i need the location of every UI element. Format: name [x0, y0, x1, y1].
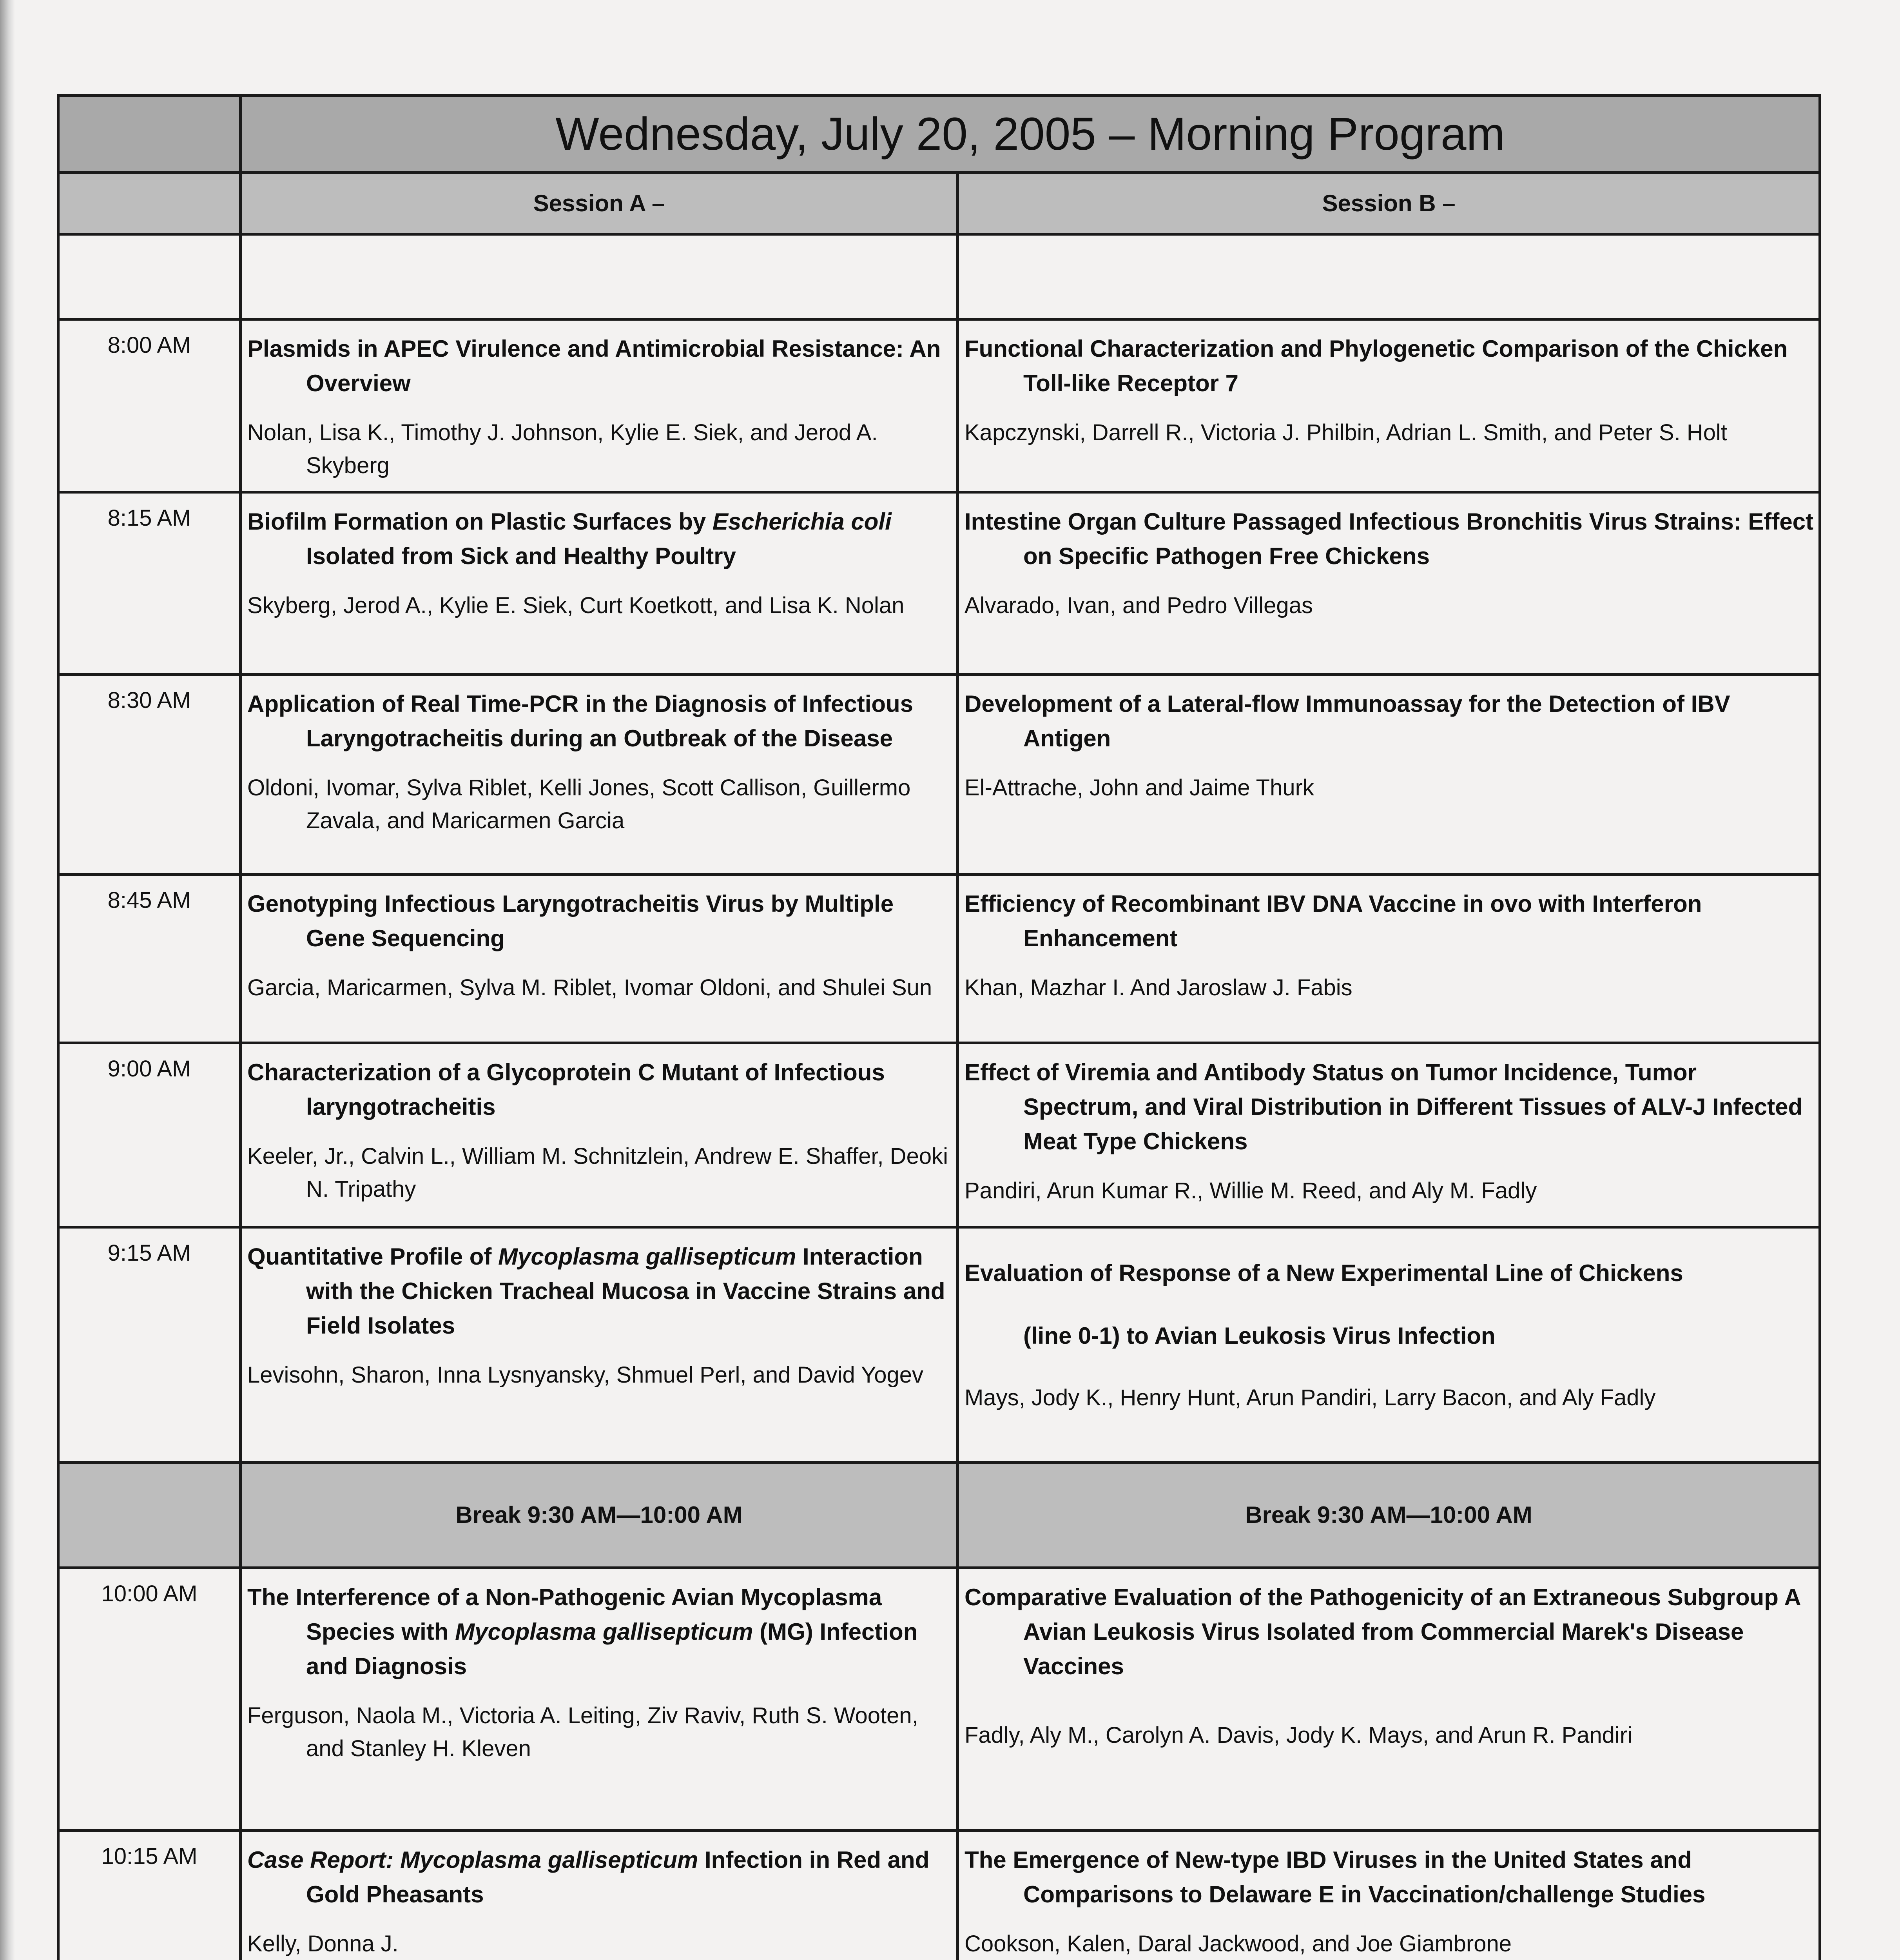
time-slot: 8:30 AM — [107, 688, 191, 713]
talk-authors: Pandiri, Arun Kumar R., Willie M. Reed, and Aly M. Fadly — [965, 1178, 1537, 1203]
schedule-row — [58, 1831, 1820, 1960]
session-b-talk — [958, 875, 1820, 1043]
title-row — [58, 96, 1820, 173]
talk-title: Biofilm Formation on Plastic Surfaces by Escherichia coli Isolated from Sick and Healthy Poultry — [247, 508, 892, 569]
talk-authors: Levisohn, Sharon, Inna Lysnyansky, Shmuel Perl, and David Yogev — [247, 1362, 923, 1388]
session-b-talk — [958, 1831, 1820, 1960]
schedule-row — [58, 1227, 1820, 1463]
talk-title-line-2: (line 0-1) to Avian Leukosis Virus Infection — [1023, 1323, 1496, 1349]
session-b-header: Session B – — [1322, 190, 1456, 216]
talk-authors: Nolan, Lisa K., Timothy J. Johnson, Kylie E. Siek, and Jerod A. Skyberg — [247, 420, 878, 478]
talk-title: Intestine Organ Culture Passaged Infectious Bronchitis Virus Strains: Effect on Specific Pathogen Free Chickens — [965, 508, 1814, 569]
session-b-talk — [958, 675, 1820, 875]
time-slot: 10:00 AM — [101, 1581, 198, 1606]
session-b-talk — [958, 1568, 1820, 1831]
session-b-talk — [958, 319, 1820, 492]
session-a-talk — [241, 1227, 958, 1463]
talk-authors: Cookson, Kalen, Daral Jackwood, and Joe Giambrone — [965, 1931, 1512, 1956]
time-slot: 9:15 AM — [107, 1240, 191, 1266]
talk-authors: Alvarado, Ivan, and Pedro Villegas — [965, 593, 1313, 618]
time-slot: 10:15 AM — [101, 1844, 198, 1869]
talk-title-line-1: Evaluation of Response of a New Experimental Line of Chickens — [965, 1260, 1683, 1286]
talk-authors: Khan, Mazhar I. And Jaroslaw J. Fabis — [965, 975, 1352, 1000]
session-a-talk — [241, 1043, 958, 1227]
session-b-talk — [958, 1043, 1820, 1227]
session-a-talk — [241, 1831, 958, 1960]
schedule-row — [58, 675, 1820, 875]
talk-title: Case Report: Mycoplasma gallisepticum Infection in Red and Gold Pheasants — [247, 1847, 930, 1907]
talk-authors: Kapczynski, Darrell R., Victoria J. Philbin, Adrian L. Smith, and Peter S. Holt — [965, 420, 1727, 445]
talk-title: Functional Characterization and Phylogenetic Comparison of the Chicken Toll-like Receptor 7 — [965, 336, 1788, 396]
schedule-row — [58, 875, 1820, 1043]
talk-title: Efficiency of Recombinant IBV DNA Vaccine in ovo with Interferon Enhancement — [965, 891, 1702, 951]
session-a-talk — [241, 492, 958, 675]
talk-authors: Oldoni, Ivomar, Sylva Riblet, Kelli Jones, Scott Callison, Guillermo Zavala, and Maricarmen Garcia — [247, 775, 911, 833]
talk-title: Quantitative Profile of Mycoplasma gallisepticum Interaction with the Chicken Tracheal Mucosa in Vaccine Strains and Field Isolates — [247, 1243, 945, 1339]
talk-title: Genotyping Infectious Laryngotracheitis Virus by Multiple Gene Sequencing — [247, 891, 894, 951]
talk-authors: Ferguson, Naola M., Victoria A. Leiting, Ziv Raviv, Ruth S. Wooten, and Stanley H. Kleven — [247, 1703, 918, 1761]
blank-row — [58, 234, 1820, 319]
talk-authors: Mays, Jody K., Henry Hunt, Arun Pandiri, Larry Bacon, and Aly Fadly — [965, 1385, 1656, 1410]
session-a-talk — [241, 319, 958, 492]
schedule-row — [58, 492, 1820, 675]
time-slot: 9:00 AM — [107, 1056, 191, 1082]
talk-authors: Keeler, Jr., Calvin L., William M. Schnitzlein, Andrew E. Shaffer, Deoki N. Tripathy — [247, 1143, 948, 1202]
break-label-b: Break 9:30 AM—10:00 AM — [1245, 1502, 1532, 1528]
session-a-talk — [241, 1568, 958, 1831]
talk-authors: Garcia, Maricarmen, Sylva M. Riblet, Ivomar Oldoni, and Shulei Sun — [247, 975, 932, 1000]
talk-authors: El-Attrache, John and Jaime Thurk — [965, 775, 1314, 800]
talk-title: Effect of Viremia and Antibody Status on Tumor Incidence, Tumor Spectrum, and Viral Distribution in Different Tissues of ALV-J Infected Meat Type Chickens — [965, 1059, 1803, 1154]
time-slot: 8:00 AM — [107, 332, 191, 358]
talk-title: Application of Real Time-PCR in the Diagnosis of Infectious Laryngotracheitis during an Outbreak of the Disease — [247, 691, 914, 751]
session-b-talk — [958, 1227, 1820, 1463]
session-b-talk — [958, 492, 1820, 675]
program-title: Wednesday, July 20, 2005 – Morning Program — [555, 108, 1505, 160]
session-header-row — [58, 173, 1820, 234]
break-row — [58, 1463, 1820, 1568]
talk-title: Development of a Lateral-flow Immunoassay for the Detection of IBV Antigen — [965, 691, 1730, 751]
program-table — [57, 94, 1821, 1960]
talk-title: Characterization of a Glycoprotein C Mutant of Infectious laryngotracheitis — [247, 1059, 885, 1120]
session-a-talk — [241, 675, 958, 875]
time-slot: 8:45 AM — [107, 887, 191, 913]
schedule-row — [58, 1043, 1820, 1227]
break-label-a: Break 9:30 AM—10:00 AM — [455, 1502, 743, 1528]
talk-authors: Skyberg, Jerod A., Kylie E. Siek, Curt Koetkott, and Lisa K. Nolan — [247, 593, 905, 618]
talk-title: Plasmids in APEC Virulence and Antimicrobial Resistance: An Overview — [247, 336, 941, 396]
schedule-row — [58, 1568, 1820, 1831]
session-a-talk — [241, 875, 958, 1043]
scan-edge-shadow — [0, 0, 15, 1960]
time-slot: 8:15 AM — [107, 505, 191, 531]
talk-title: The Emergence of New-type IBD Viruses in the United States and Comparisons to Delaware E in Vaccination/challenge Studies — [965, 1847, 1706, 1907]
talk-authors: Kelly, Donna J. — [247, 1931, 399, 1956]
talk-authors: Fadly, Aly M., Carolyn A. Davis, Jody K. Mays, and Arun R. Pandiri — [965, 1722, 1633, 1748]
talk-title: Comparative Evaluation of the Pathogenicity of an Extraneous Subgroup A Avian Leukosis Virus Isolated from Commercial Marek's Disease Vaccines — [965, 1584, 1800, 1679]
session-a-header: Session A – — [533, 190, 665, 216]
talk-title: The Interference of a Non-Pathogenic Avian Mycoplasma Species with Mycoplasma gallisepticum (MG) Infection and Diagnosis — [247, 1584, 918, 1679]
schedule-row — [58, 319, 1820, 492]
